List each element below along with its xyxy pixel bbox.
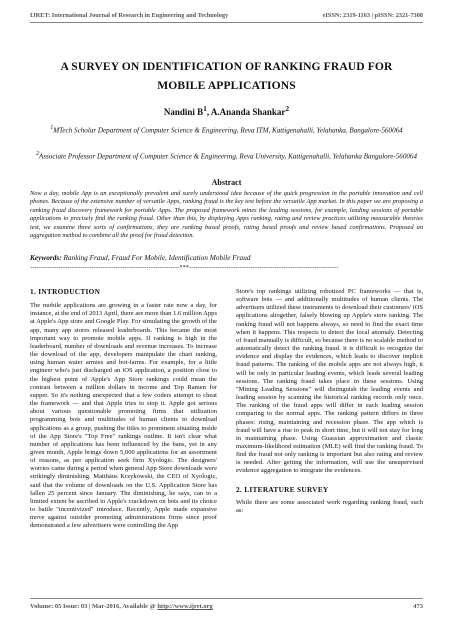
paper-title — [30, 58, 423, 95]
abstract-text: Now a day, mobile App is an exceptionally prevalent and surely understood idea because of the quick progression in the portable innovation and cell phones. Because of the extensive number of versatile Apps, ranking fraud is the key test before the versatile App market. In this paper we are proposing a ranking fraud discovery framework for portable Apps. The proposed framework mines the leading sessions, for example, leading sessions of portable applications to precisely find the ranking fraud. Other than this, by displaying Apps ranking, rating and review practices utilizing measurable theories test, we examine three sorts of confirmations, they are ranking based proofs, rating based proofs and review based confirmations. Proposed an aggregation method to combine all the proof for fraud detection. — [30, 190, 423, 240]
footer-volume-text: Volume: 05 Issue: 03 | Mar-2016, Available @ — [30, 603, 158, 610]
author-separator: , — [206, 107, 211, 117]
issn: eISSN: 2319-1163 | pISSN: 2321-7308 — [322, 12, 423, 19]
introduction-heading: 1. INTRODUCTION — [30, 287, 101, 296]
keywords-text: Ranking Fraud, Fraud For Mobile, Identification Mobile Fraud — [61, 253, 251, 262]
author-1: Nandini B — [163, 107, 204, 117]
journal-link[interactable]: http://www.ijret.org — [157, 603, 213, 610]
author-1-sup: 1 — [203, 104, 207, 113]
author-2-sup: 2 — [285, 104, 290, 113]
page-footer — [30, 603, 423, 610]
running-header — [30, 12, 423, 19]
title-line-2: MOBILE APPLICATIONS — [157, 78, 296, 92]
author-list — [30, 104, 423, 117]
introduction-paragraph-right: Store's top rankings utilizing robotized PC frameworks — that is, software bots — and additionally multitudes of human clients. The advertisers utilized these instruments to download their customers' iOS applications altogether, falsely blowing up Apple's store ranking. The ranking fraud will not happens always, so need to find the exact time when it happens. This respects to detect the local anomaly. Detecting of fraud manually is difficult, so because there is no scalable method to automatically detect the ranking fraud. it is difficult to recognize the evidence and display the evidences, which leads to discover implicit fraud patterns. The ranking of the mobile apps are not always high, it will be only in particular leading events, which leads several leading sessions. The ranking fraud takes place in these sessions. Using "Mining Leading Sessions" will distinguish the leading events and leading session by scanning the historical ranking records only once. The ranking of the fraud apps will differ in each leading session comparing to the normal apps. The ranking pattern differs in three phases: rising, maintaining and recession phase. The app which is fraud will have a rise to peak in short time, but it will not stay for long in maintaining phase. Using Guassian approximation and classic maximum-likelihood estimation (MLE) will find the ranking fraud. To find the fraud not only ranking is important but also rating and review is needed. After getting the information, will use the unsupervised evidence aggregation to integrate the evidences. — [236, 288, 423, 475]
affiliation-2 — [30, 150, 423, 161]
affiliation-2-text: Associate Professor Department of Computer Science & Engineering, Reva University, Kattigenahalli, Yelahanka Bangalore-560064 — [38, 152, 418, 161]
title-line-1: A SURVEY ON IDENTIFICATION OF RANKING FRAUD FOR — [60, 60, 393, 73]
affiliation-1-sup: 1 — [50, 125, 54, 131]
literature-survey-heading: 2. LITERATURE SURVEY — [236, 484, 329, 494]
introduction-paragraph-left: The mobile applications are growing in a faster rate now a day, for instance, at the end of 2013 April, there are more than 1.6 million Apps at Apple's App store and Google Play. For simulating the growth of the app, many app stores released leaderboards. This became the most important way to promote mobile apps. If ranking is high in the leaderboard, number of downloads and revenue increases. To increase the download of the app, developers manipulate the chart ranking, using human water armies and bot-farms. For example, for a little engineer who's just discharged an iOS application, a position close to the highest point of Apple's App Store rankings could mean the contrast between a million dollars in income and Top Ramen for supper. So it's nothing unexpected that a few coders attempt to cheat the framework — and that Apple tries to stop it. Apple got serious about various questionable promoting firms that utilization programming bots and multitudes of human clients to download applications as a group, pushing the titles to prominent situating inside of the App Store's "Top Free" rankings outline. It isn't clear what number of applications has been influenced by the bans, yet in any given month, Apple brings down 5,000 applications for an assortment of reasons, as per application seek firm Xyologic. The designers' worries came during a period when general App Store downloads were strikingly diminishing. Matthäus Krzykowski, the CEO of Xyologic, said that the volume of downloads on the U.S. Application Store has fallen 25 percent since January. The diminishing, he says, can to a limited extent be ascribed to Apple's crackdown on bots and its choice to battle "incentivized" introduce. Recently, Apple made expansive move against outsider promoting administrations firms since proof demonstrated a few advertisers were controlling the App — [30, 302, 217, 530]
left-column — [30, 288, 217, 531]
journal-name: IJRET: International Journal of Research in Engineering and Technology — [30, 12, 229, 19]
literature-survey-paragraph: While there are some associated work regarding ranking fraud, such as: — [236, 498, 423, 514]
right-column — [236, 288, 423, 515]
header-rule — [30, 22, 423, 23]
keywords — [30, 253, 423, 262]
section-divider: --------------------------------------------------------------------***-------------------------------------------------------------------- — [30, 265, 339, 271]
keywords-label: Keywords: — [30, 253, 62, 262]
footer-rule — [30, 598, 423, 599]
abstract-heading: Abstract — [211, 178, 242, 187]
affiliation-2-sup: 2 — [35, 151, 39, 157]
page-number: 473 — [413, 603, 423, 610]
affiliation-1 — [30, 124, 423, 135]
footer-volume — [30, 603, 213, 610]
author-2: A.Ananda Shankar — [210, 107, 286, 117]
affiliation-1-text: MTech Scholar Department of Computer Science & Engineering, Reva ITM, Kattigenahalli, Yelahanka, Bangalore-560064 — [53, 126, 403, 135]
